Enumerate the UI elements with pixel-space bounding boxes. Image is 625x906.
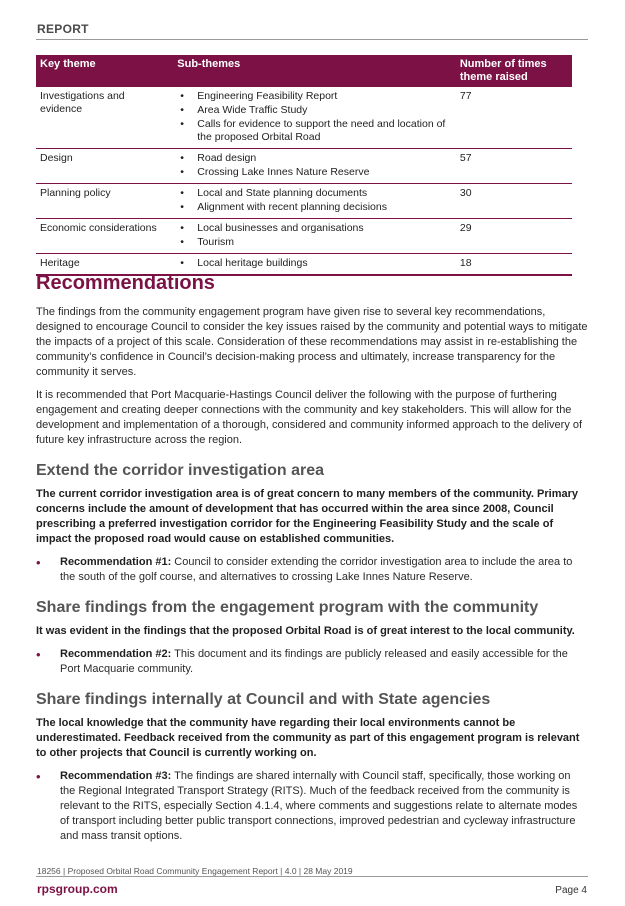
recommendation-label: Recommendation #3: (60, 770, 172, 782)
table-row (36, 184, 572, 219)
subthemes-cell (173, 219, 456, 254)
recommendations-title: Recommendations (36, 272, 215, 294)
subtheme-item: • Alignment with recent planning decisions (177, 201, 452, 214)
subtheme-list (177, 187, 452, 214)
recommendation-text: The findings are shared internally with Council staff, specifically, those working on the Regional Integrated Transport Strategy (RITS). Much of the feedback received from the community is relevant to the RITS, especially Section 4.1.4, where comments and suggestions relate to alternate modes of transport including better public transport connections, improved pedestrian and cycleway infrastructure and mass transit options. (60, 770, 578, 842)
report-header-label: REPORT (37, 22, 89, 36)
count-cell: 18 (456, 254, 572, 276)
intro-paragraph: It is recommended that Port Macquarie-Hastings Council deliver the following with the purpose of furthering engagement and creating deeper connections with the community and key stakeholders. This will allow for the development and implementation of a thorough, considered and community informed approach to the delivery of future key infrastructure across the region. (36, 389, 583, 446)
count-cell: 30 (456, 184, 572, 219)
theme-cell: Design (36, 149, 173, 184)
theme-cell: Planning policy (36, 184, 173, 219)
table-row (36, 219, 572, 254)
subtheme-list (177, 257, 452, 270)
subtheme-item: • Area Wide Traffic Study (177, 104, 452, 117)
subthemes-cell (173, 87, 456, 149)
subtheme-item: • Calls for evidence to support the need and location of the proposed Orbital Road (177, 118, 452, 144)
subtheme-item: • Local businesses and organisations (177, 222, 452, 235)
subtheme-list (177, 222, 452, 249)
intro-paragraph: The findings from the community engagement program have given rise to several key recommendations, designed to encourage Council to consider the key issues raised by the community and potential ways to mitigate the impacts of a project of this scale. Consideration of these recommendations may assist in re-establishing the community’s confidence in Council’s decision-making process and ultimately, increase transparency for the community it serves. (36, 306, 588, 378)
subtheme-item: • Road design (177, 152, 452, 165)
recommendation-item (36, 769, 588, 844)
count-cell: 29 (456, 219, 572, 254)
recommendation-text: This document and its findings are publicly released and easily accessible for the Port Macquarie community. (60, 648, 568, 675)
recommendation-text: Council to consider extending the corridor investigation area to include the area to the south of the golf course, and alternatives to crossing Lake Innes Nature Reserve. (60, 556, 573, 583)
subtheme-list (177, 90, 452, 144)
bullet-icon: • (36, 769, 41, 784)
footer-divider (36, 876, 588, 877)
subtheme-item: • Engineering Feasibility Report (177, 90, 452, 103)
table-row (36, 87, 572, 149)
subtheme-list (177, 152, 452, 179)
count-cell: 57 (456, 149, 572, 184)
footer-document-meta: 18256 | Proposed Orbital Road Community Engagement Report | 4.0 | 28 May 2019 (37, 866, 353, 876)
recommendation-item (36, 647, 588, 677)
recommendation-label: Recommendation #2: (60, 648, 172, 660)
theme-cell: Investigations and evidence (36, 87, 173, 149)
bullet-icon: • (36, 555, 41, 570)
theme-cell: Heritage (36, 254, 173, 276)
column-header-key-theme: Key theme (36, 55, 173, 87)
page-number: Page 4 (555, 885, 587, 896)
footer-website-link[interactable]: rpsgroup.com (37, 882, 118, 896)
subtheme-item: • Crossing Lake Innes Nature Reserve (177, 166, 452, 179)
section-heading: Share findings from the engagement program with the community (36, 599, 539, 616)
subtheme-item: • Tourism (177, 236, 452, 249)
section-heading: Extend the corridor investigation area (36, 462, 325, 479)
section-heading: Share findings internally at Council and with State agencies (36, 691, 491, 708)
table-header-row (36, 55, 572, 87)
subthemes-cell (173, 149, 456, 184)
section-lead: It was evident in the findings that the proposed Orbital Road is of great interest to the local community. (36, 625, 575, 637)
column-header-sub-themes: Sub-themes (173, 55, 456, 87)
subtheme-item: • Local heritage buildings (177, 257, 452, 270)
recommendations-content (36, 272, 588, 848)
theme-cell: Economic considerations (36, 219, 173, 254)
column-header-count: Number of times theme raised (456, 55, 572, 87)
recommendation-label: Recommendation #1: (60, 556, 172, 568)
section-lead: The current corridor investigation area is of great concern to many members of the community. Primary concerns include the amount of development that has occurred within the area since 2008, Council prescribing a preferred investigation corridor for the Engineering Feasibility Study and the scale of impact the proposed road would cause on established communities. (36, 488, 578, 545)
table-row (36, 149, 572, 184)
recommendation-item (36, 555, 588, 585)
subtheme-item: • Local and State planning documents (177, 187, 452, 200)
header-divider (36, 39, 588, 40)
section-lead: The local knowledge that the community have regarding their local environments cannot be underestimated. Feedback received from the community as part of this engagement program is relevant to other projects that Council is currently working on. (36, 717, 580, 759)
themes-table (36, 55, 572, 276)
bullet-icon: • (36, 647, 41, 662)
count-cell: 77 (456, 87, 572, 149)
subthemes-cell (173, 184, 456, 219)
